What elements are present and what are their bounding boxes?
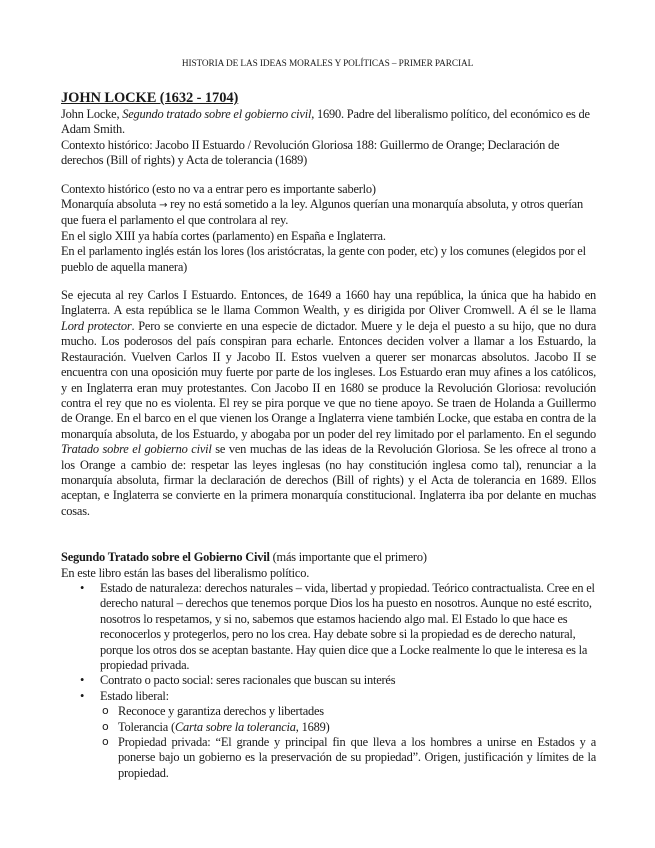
list-item: • Estado de naturaleza: derechos naturales – vida, libertad y propiedad. Teórico contractualista. Cree en el derecho natural – derechos que tenemos porque Dios los ha puesto en nosotros. Aunque no esté escrito, nosotros lo respetamos, y si no, sabemos que estamos haciendo algo mal. El Estado lo que hace es reconocerlos y protegerlos, pero no los crea. Hay debate sobre si la propiedad es de derecho natural, porque los otros dos se aceptan bastante. Hay quien dice que a Locke realmente lo que le interesa es la propiedad privada. <box>61 581 596 673</box>
section-heading: JOHN LOCKE (1632 - 1704) <box>61 90 239 106</box>
list-item: • Estado liberal: o Reconoce y garantiza derechos y libertades o Tolerancia (Carta sobre la tolerancia, 1689) o Propiedad privada: “El grande y principal fin que lleva a los hombres a unirse en Estados y a ponerse bajo un gobierno es la preservación de su propiedad”. Origen, justificación y límites de la propiedad. <box>61 689 596 781</box>
sub-bullet-list <box>100 704 596 781</box>
context-line-1: Contexto histórico (esto no va a entrar pero es importante saberlo) <box>61 181 376 196</box>
running-header: HISTORIA DE LAS IDEAS MORALES Y POLÍTICAS – PRIMER PARCIAL <box>181 59 474 69</box>
intro-line-2: Contexto histórico: Jacobo II Estuardo / Revolución Gloriosa 188: Guillermo de Orange; Declaración de derechos (Bill of rights) y Acta de tolerancia (1689) <box>61 137 560 168</box>
treatise-intro: En este libro están las bases del liberalismo político. <box>61 565 310 580</box>
treatise-title: Segundo Tratado sobre el Gobierno Civil <box>61 550 270 565</box>
treatise-bullet-list <box>61 581 596 781</box>
list-item: • Contrato o pacto social: seres racionales que buscan su interés <box>61 673 596 688</box>
arrow-icon: → <box>159 200 168 212</box>
sub-list-item: o Propiedad privada: “El grande y principal fin que lleva a los hombres a unirse en Estados y a ponerse bajo un gobierno es la preservación de su propiedad”. Origen, justificación y límites de la propiedad. <box>100 735 596 781</box>
document-body <box>61 90 596 781</box>
context-line-2: Monarquía absoluta → rey no está sometido a la ley. Algunos querían una monarquía absoluta, y otros querían que fuera el parlamento el que controlara al rey. <box>61 197 583 228</box>
work-title: Segundo tratado sobre el gobierno civil <box>122 107 312 121</box>
context-line-4: En el parlamento inglés están los lores (los aristócratas, la gente con poder, etc) y los comunes (elegidos por el pueblo de aquella manera) <box>61 244 586 274</box>
sub-list-item: o Tolerancia (Carta sobre la tolerancia, 1689) <box>100 720 596 735</box>
intro-line-1: John Locke, Segundo tratado sobre el gobierno civil, 1690. Padre del liberalismo político, del económico es de Adam Smith. <box>61 107 590 137</box>
context-line-3: En el siglo XIII ya había cortes (parlamento) en España e Inglaterra. <box>61 228 386 243</box>
sub-list-item: o Reconoce y garantiza derechos y libertades <box>100 704 596 719</box>
history-paragraph: Se ejecuta al rey Carlos I Estuardo. Entonces, de 1649 a 1660 hay una república, la única que ha habido en Inglaterra. A esta república se le llama Common Wealth, y es dirigida por Oliver Cromwell. A él se le llama Lord protector. Pero se convierte en una especie de dictador. Muere y le deja el puesto a su hijo, que no dura mucho. Los poderosos del país conspiran para echarle. Entonces deciden volver a llamar a los Estuardo, la Restauración. Vuelven Carlos II y Jacobo II. Estos vuelven a querer ser monarcas absolutos. Jacobo II se encuentra con una oposición muy fuerte por parte de los ingleses. Los Estuardo eran muy afines a los católicos, y en Inglaterra eran muy protestantes. Con Jacobo II en 1680 se produce la Revolución Gloriosa: revolución contra el rey que no es violenta. El rey se pira porque ve que no tiene apoyo. Se traen de Holanda a Guillermo de Orange. En el barco en el que vienen los Orange a Inglaterra viene también Locke, que estaba en contra de la monarquía absoluta, de los Estuardo, y abogaba por un poder del rey limitado por el parlamento. En el segundo Tratado sobre el gobierno civil se ven muchas de las ideas de la Revolución Gloriosa. Se les ofrece al trono a los Orange a cambio de: respetar las leyes inglesas (no hay constitución inglesa como tal), renunciar a la monarquía absoluta, firmar la declaración de derechos (Bill of rights) y el Acta de tolerancia en 1689. Ellos aceptan, e Inglaterra se convierte en la primera monarquía constitucional. Inglaterra iba por delante en muchas cosas. <box>61 288 596 518</box>
treatise-title-line: Segundo Tratado sobre el Gobierno Civil (más importante que el primero) <box>61 550 427 565</box>
